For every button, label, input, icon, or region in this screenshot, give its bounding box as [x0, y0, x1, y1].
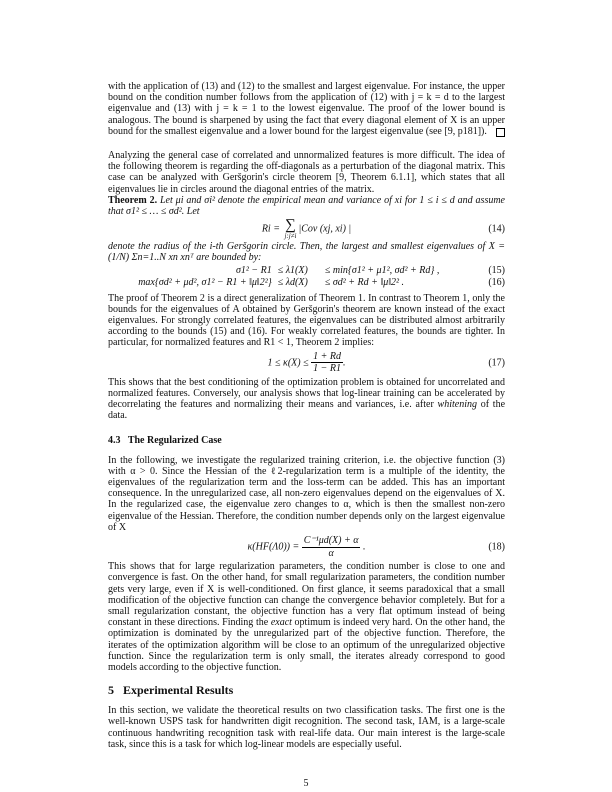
theorem-text: denote the radius of the i-th Geršgorin circle. Then, the largest and smallest eigenvalues of X = (1/N) Σn=1..N xn xnᵀ are bounded by: [108, 241, 505, 264]
eq16-middle: ≤ λd(X) [277, 277, 308, 289]
eq18-lhs: κ(HF(Λ0)) = [247, 541, 300, 553]
eq15-middle: ≤ λ1(X) [277, 264, 308, 276]
paragraph-text: with the application of (13) and (12) to the smallest and largest eigenvalue. For instance, the upper bound on the condition number follows from the application of (12) with j = k = d to the largest eigenvalue and (13) with j = k = 1 to the lowest eigenvalue. The proof of the lower bound is analogous. The bound is sharpened by using the fact that every diagonal element of X is an upper bound for the smallest eigenvalue and a lower bound for the largest eigenvalue (see [9, p181]). [108, 81, 505, 137]
equations-15-16 [108, 265, 505, 290]
eq18-fraction [302, 535, 361, 559]
eq16-right: ≤ σd² + Rd + ‖μ‖2² . [324, 277, 405, 289]
paragraph-text: This shows that the best conditioning of the optimization problem is obtained for uncorrelated and normalized features. Conversely, our analysis shows that log-linear training can be accelerated by decorrelating the features and normalizing their means and variances, i.e. after [108, 376, 505, 411]
section-heading-4-3: 4.3 The Regularized Case [108, 435, 222, 447]
qed-box-icon [496, 128, 505, 137]
paragraph-text: This shows that for large regularization parameters, the condition number is close to one and convergence is fast. On the other hand, for small regularization parameters, the condition number gets very large, even if X is well-conditioned. On first glance, it seems paradoxical that a small modification of the objective function can change the convergence behavior completely. But for a small regularization constant, the objective function has a very flat optimum instead of being constant in these directions. Finding the [108, 561, 505, 629]
equation-14 [108, 218, 505, 240]
eq14-lhs: Ri = [261, 223, 283, 235]
eq17-fraction [311, 351, 343, 375]
sum-symbol: ∑ [285, 217, 296, 234]
eq18-end: . [362, 541, 366, 553]
theorem-label: Theorem 2. [108, 194, 158, 206]
eq14-sum [284, 218, 296, 240]
equation-15 [108, 265, 505, 278]
theorem-text: Let μi and σi² denote the empirical mean and variance of xi for 1 ≤ i ≤ d and assume that σ1² ≤ … ≤ σd². Let [108, 194, 505, 218]
page-number: 5 [303, 778, 309, 789]
emphasis: exact [270, 617, 292, 629]
eq14-sum-index: j:j≠i [284, 232, 297, 241]
eq17-end: . [342, 356, 346, 368]
paragraph-large-regularization [108, 561, 505, 673]
paragraph-text: optimum is indeed very hard. On the other hand, the optimization is dominated by the unregularized part of the objective function. Therefore, the iterates of the optimization algorithm will be close to an optimum of the unregularized objective function. Since the regularization term is only small, the iterates already correspond to good models according to the objective function. [108, 617, 505, 673]
eq16-left: max{σd² + μd², σ1² − R1 + ‖μ‖2²} [138, 277, 272, 289]
emphasis: whitening [437, 399, 477, 411]
paragraph-general-case: Analyzing the general case of correlated and unnormalized features is more difficult. The idea of the following theorem is regarding the off-diagonals as a perturbation of the diagonal matrix. This case can be analyzed with Geršgorin's circle theorem [9, Theorem 6.1.1], which states that all eigenvalues lie in circles around the diagonal entries of the matrix. [108, 150, 505, 195]
theorem-2 [108, 195, 505, 217]
text-column [108, 81, 505, 750]
equation-number: (14) [488, 223, 505, 235]
equation-17 [108, 351, 505, 375]
fraction-numerator: 1 + Rd [313, 350, 341, 362]
paragraph-this-shows [108, 377, 505, 422]
fraction-denominator: 1 − R1 [313, 363, 341, 375]
eq14-rhs: |Cov (xj, xi) | [298, 223, 352, 235]
paragraph-regularized: In the following, we investigate the regularized training criterion, i.e. the objective function (3) with α > 0. Since the Hessian of the ℓ2-regularization term is a multiple of the identity, the eigenvalues of the regularization term and the loss-term can be added. This has an important consequence. In the unregularized case, all non-zero eigenvalues depend on the eigenvalues of X. In the regularized case, the eigenvalue zero changes to α, which is then the smallest non-zero eigenvalue of the Hessian. Therefore, the condition number depends only on the largest eigenvalue of X [108, 454, 505, 533]
section-heading-5: 5 Experimental Results [108, 683, 234, 698]
theorem-continuation [108, 241, 505, 263]
equation-number: (15) [488, 264, 505, 276]
eq15-right: ≤ min{σ1² + μ1², σd² + Rd} , [324, 264, 440, 276]
equation-18 [108, 535, 505, 559]
paragraph-proof-theorem-2: The proof of Theorem 2 is a direct generalization of Theorem 1. In contrast to Theorem 1, only the bounds for the eigenvalues of A obtained by Geršgorin's theorem are known instead of the exact eigenvalues. For strongly correlated features, the eigenvalues can be distributed almost arbitrarily according to the bounds (15) and (16). For weakly correlated features, the bounds are tighter. In particular, for normalized features and R1 < 1, Theorem 2 implies: [108, 292, 505, 349]
fraction-denominator: α [328, 547, 334, 559]
paragraph-experimental: In this section, we validate the theoretical results on two classification tasks. The first one is the well-known USPS task for handwritten digit recognition. The second task, IAM, is a large-scale continuous handwriting recognition task with real-life data. Our main interest is the large-scale task, since this is a task for which log-linear models are especially useful. [108, 705, 505, 750]
equation-16 [108, 277, 505, 290]
equation-number: (17) [488, 357, 505, 369]
paragraph-proof-end [108, 81, 505, 137]
eq17-lhs: 1 ≤ κ(X) ≤ [267, 356, 309, 368]
eq15-left: σ1² − R1 [235, 264, 272, 276]
equation-number: (16) [488, 277, 505, 289]
equation-number: (18) [488, 541, 505, 553]
paragraph-text: of the data. [108, 399, 506, 422]
fraction-numerator: C⁻¹μd(X) + α [303, 535, 359, 547]
